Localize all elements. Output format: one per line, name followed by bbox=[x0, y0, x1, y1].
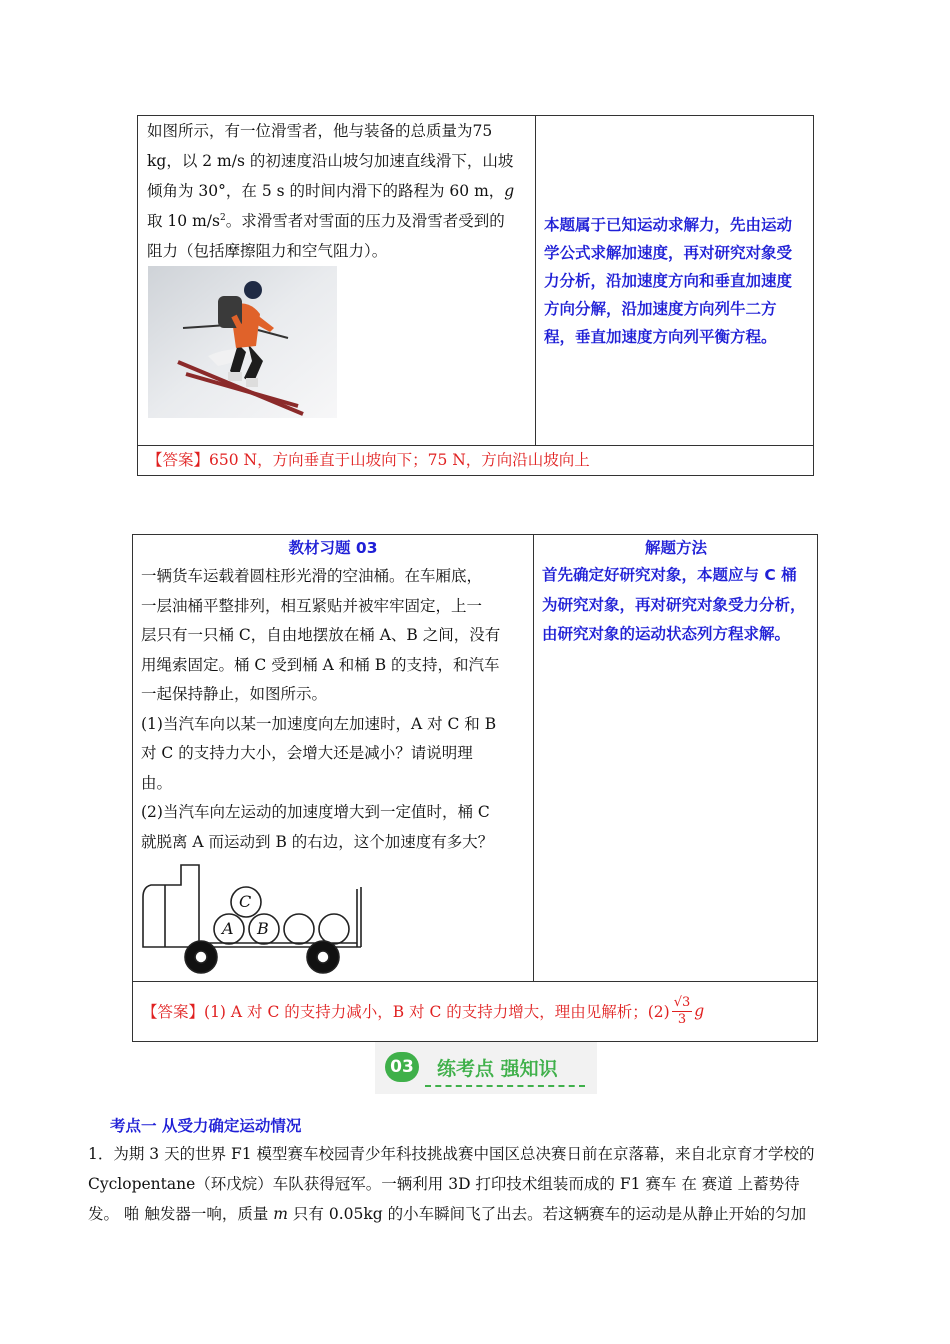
section-question: 1．为期 3 天的世界 F1 模型赛车校园青少年科技挑战赛中国区总决赛日前在京落幕，来自北京育才学校的 Cyclopentane（环戊烷）车队获得冠军。一辆利用 3D 打印技术组装而成的 F1 赛车 在 赛道 上蓄势待 发。 啪 触发器一响，质量 m 只有 0.05kg 的小车瞬间飞了出去。若这辆赛车的运动是从静止开始的匀加 bbox=[88, 1145, 815, 1223]
problem1-question: 如图所示，有一位滑雪者，他与装备的总质量为75 kg，以 2 m/s 的初速度沿山坡匀加速直线滑下，山坡 倾角为 30°，在 5 s 的时间内滑下的路程为 60 m，g 取 10 $m/s^2$。求滑雪者对雪面的压力及滑雪者受到的 阻力（包括摩擦阻力和空气阻力）。 bbox=[147, 122, 515, 260]
problem2-right-header: 解题方法 bbox=[644, 539, 707, 557]
skier-image bbox=[148, 266, 337, 418]
problem2-table bbox=[132, 534, 818, 1042]
problem1-answer: 【答案】650 N，方向垂直于山坡向下；75 N，方向沿山坡向上 bbox=[147, 451, 590, 469]
section-banner bbox=[375, 1042, 597, 1094]
answer-fraction: $\frac{√3}{3}$ bbox=[673, 994, 691, 1027]
problem1-method: 本题属于已知运动求解力，先由运动学公式求解加速度，再对研究对象受力分析，沿加速度方向和垂直加速度方向分解，沿加速度方向列牛二方程，垂直加速度方向列平衡方程。 bbox=[544, 216, 793, 346]
problem2-method: 首先确定好研究对象，本题应与 C 桶为研究对象，再对研究对象受力分析，由研究对象的运动状态列方程求解。 bbox=[542, 566, 806, 643]
column-divider bbox=[535, 116, 536, 446]
problem2-question: 一辆货车运载着圆柱形光滑的空油桶。在车厢底， 一层油桶平整排列，相互紧贴并被牢牢固定，上一 层只有一只桶 C，自由地摆放在桶 A、B 之间，没有 用绳索固定。桶 C 受到桶 A 和桶 B 的支持，和汽车 一起保持静止，如图所示。 (1)当汽车向以某一加速度向左加速时，A 对 C 和 B 对 C 的支持力大小，会增大还是减小？请说明理 由。 (2)当汽车向左运动的加速度增大到一定值时，桶 C 就脱离 A 而运动到 B 的右边，这个加速度有多大？ bbox=[141, 567, 501, 851]
problem2-answer: 【答案】 (1) A 对 C 的支持力减小，B 对 C 的支持力增大，理由见解析；(2) $\frac{√3}{3}$ g bbox=[142, 994, 705, 1027]
banner-number-badge: 03 bbox=[385, 1052, 419, 1082]
barrel-label-a: A bbox=[222, 919, 234, 938]
section-heading: 考点一 从受力确定运动情况 bbox=[110, 1117, 302, 1135]
barrel-label-b: B bbox=[257, 919, 269, 938]
truck-diagram bbox=[139, 857, 369, 975]
column-divider bbox=[533, 535, 534, 982]
banner-title: 练考点 强知识 bbox=[437, 1058, 558, 1080]
row-divider bbox=[133, 981, 817, 982]
banner-underline bbox=[425, 1085, 585, 1087]
problem1-table bbox=[137, 115, 814, 476]
row-divider bbox=[138, 445, 813, 446]
problem2-left-header: 教材习题 03 bbox=[288, 539, 378, 557]
barrel-label-c: C bbox=[239, 892, 252, 911]
